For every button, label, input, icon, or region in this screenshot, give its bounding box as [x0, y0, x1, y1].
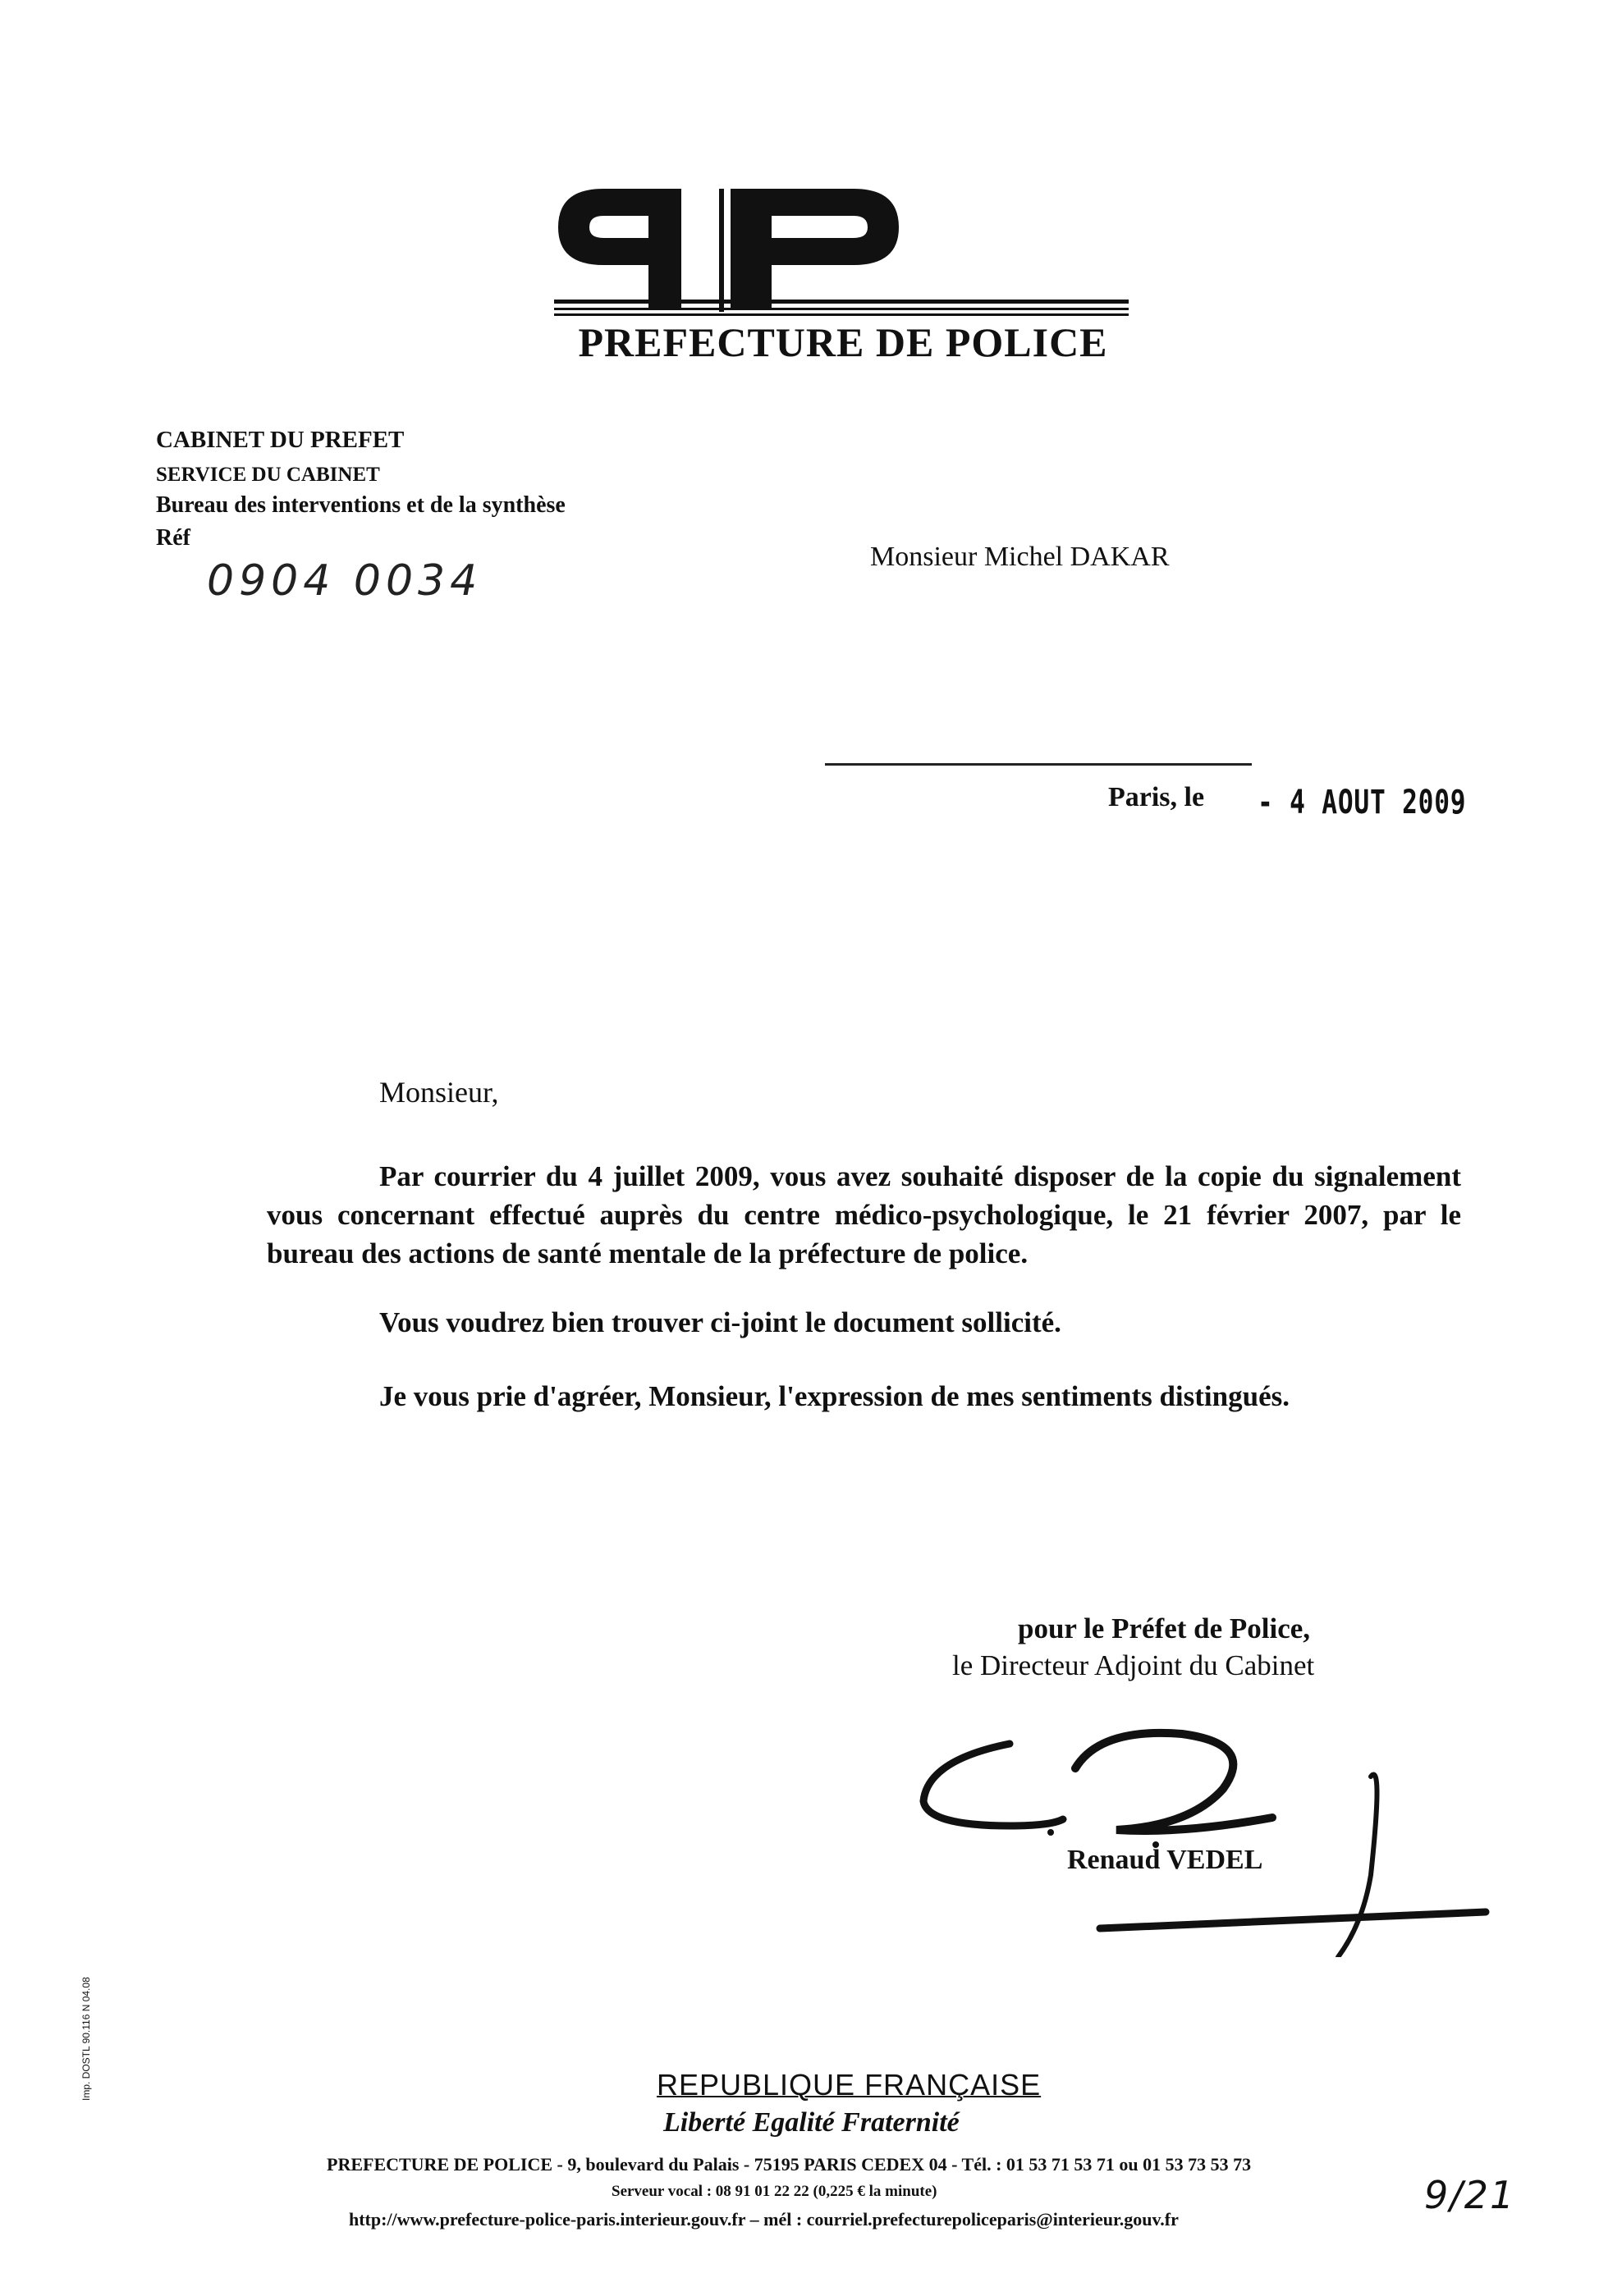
recipient-name: Monsieur Michel DAKAR	[870, 542, 1170, 572]
prefecture-logo-icon	[525, 176, 1141, 341]
signer-name: Renaud VEDEL	[1067, 1845, 1263, 1875]
body-paragraph-2: Vous voudrez bien trouver ci-joint le document sollicité.	[379, 1306, 1061, 1338]
letterhead-title: PREFECTURE DE POLICE	[578, 319, 1108, 365]
print-reference: Imp. DOSTL 90.116 N 04.08	[80, 1977, 92, 2101]
signature-title: le Directeur Adjoint du Cabinet	[952, 1649, 1315, 1681]
footer-republic: REPUBLIQUE FRANÇAISE	[657, 2068, 1042, 2102]
footer-phone: Serveur vocal : 08 91 01 22 22 (0,225 € la minute)	[612, 2183, 937, 2200]
body-paragraph-1: Par courrier du 4 juillet 2009, vous avez souhaité disposer de la copie du signalement vous concernant effectué auprès du centre médico-psychologique, le 21 février 2007, par le bureau des actions de santé mentale de la préfecture de police.	[267, 1160, 1461, 1269]
page-counter: 9/21	[1424, 2173, 1516, 2217]
body-paragraph-3: Je vous prie d'agréer, Monsieur, l'expression de mes sentiments distingués.	[379, 1380, 1290, 1412]
sender-service: SERVICE DU CABINET	[156, 464, 380, 486]
footer-motto: Liberté Egalité Fraternité	[663, 2107, 960, 2138]
reference-label: Réf	[156, 525, 190, 551]
signature-on-behalf: pour le Préfet de Police,	[1018, 1612, 1311, 1644]
salutation: Monsieur,	[379, 1076, 499, 1109]
date-stamp: - 4 AOUT 2009	[1258, 784, 1467, 821]
footer-web: http://www.prefecture-police-paris.interieur.gouv.fr – mél : courriel.prefecturepoliceparis@interieur.gouv.fr	[349, 2209, 1179, 2230]
footer-address: PREFECTURE DE POLICE - 9, boulevard du Palais - 75195 PARIS CEDEX 04 - Tél. : 01 53 71 53 71 ou 01 53 73 53 73	[327, 2154, 1252, 2175]
sender-bureau: Bureau des interventions et de la synthèse	[156, 492, 566, 518]
handwritten-signature-icon	[911, 1711, 1502, 1957]
reference-number: 0904 0034	[207, 556, 483, 606]
sender-department: CABINET DU PREFET	[156, 427, 405, 453]
place-label: Paris, le	[1108, 782, 1205, 812]
address-divider	[825, 763, 1252, 766]
